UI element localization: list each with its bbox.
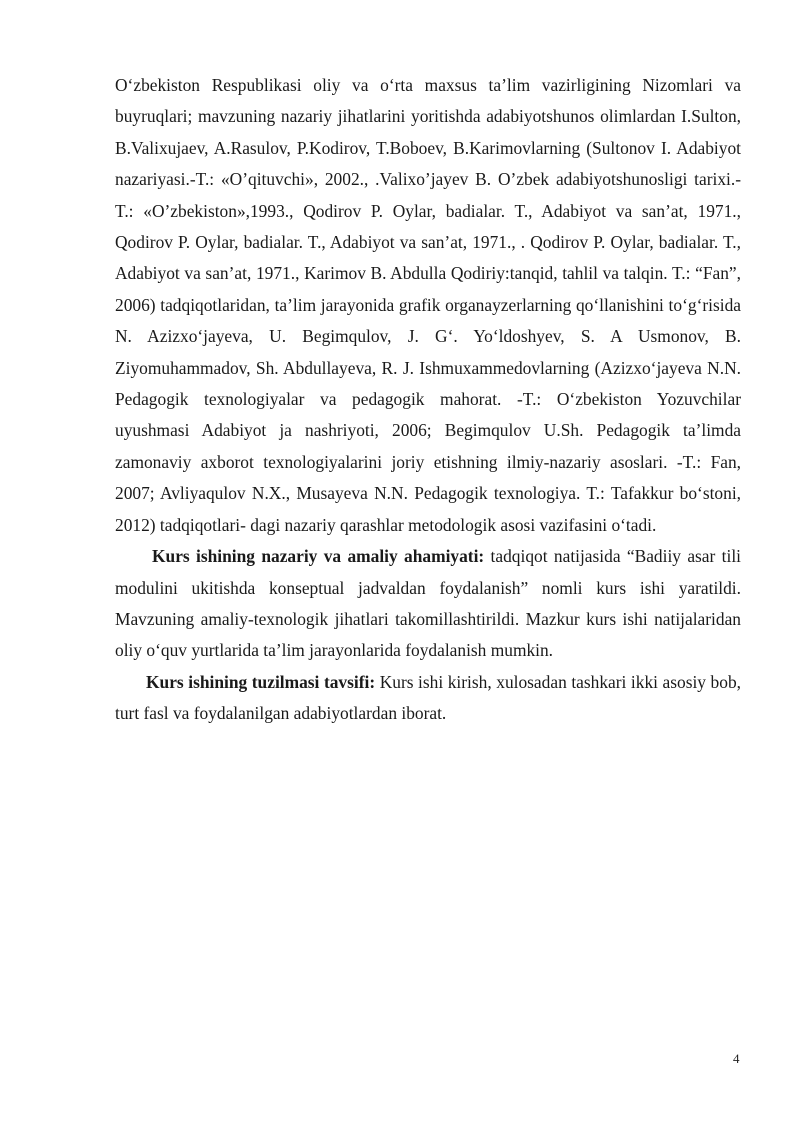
page-number: 4 <box>733 1051 740 1066</box>
significance-text: tadqiqot natijasida “Badiiy asar tili modulini ukitishda konseptual jadvaldan foydalanish” nomli kurs ishi yaratildi. Mavzuning amaliy-texnologik jihatlari takomillashtirildi. Mazkur kurs ishi natijalaridan oliy o‘quv yurtlarida ta’lim jarayonlarida foydalanish mumkin. <box>115 546 741 661</box>
structure-heading: Kurs ishining tuzilmasi tavsifi: <box>146 671 376 692</box>
structure-text: Kurs ishi kirish, xulosadan tashkari ikki asosiy bob, turt fasl va foydalanilgan adabiyotlardan iborat. <box>115 671 741 724</box>
significance-paragraph <box>115 541 741 667</box>
document-page <box>115 70 741 730</box>
intro-paragraph: O‘zbekiston Respublikasi oliy va o‘rta maxsus ta’lim vazirligining Nizomlari va buyruqlari; mavzuning nazariy jihatlarini yoritishda adabiyotshunos olimlardan I.Sulton, B.Valixujaev, A.Rasulov, P.Kodirov, T.Boboev, B.Karimovlarning (Sultonov I. Adabiyot nazariyasi.-T.: «O’qituvchi», 2002., .Valixo’jayev B. O’zbek adabiyotshunosligi tarixi.-T.: «O’zbekiston»,1993., Qodirov P. Oylar, badialar. T., Adabiyot va san’at, 1971., Qodirov P. Oylar, badialar. T., Adabiyot va san’at, 1971., . Qodirov P. Oylar, badialar. T., Adabiyot va san’at, 1971., Karimov B. Abdulla Qodiriy:tanqid, tahlil va talqin. T.: “Fan”, 2006) tadqiqotlaridan, ta’lim jarayonida grafik organayzerlarning qo‘llanishini to‘g‘risida N. Azizxo‘jayeva, U. Begimqulov, J. G‘. Yo‘ldoshyev, S. A Usmonov, B. Ziyomuhammadov, Sh. Abdullayeva, R. J. Ishmuxammedovlarning (Azizxo‘jayeva N.N. Pedagogik texnologiyalar va pedagogik mahorat. -T.: O‘zbekiston Yozuvchilar uyushmasi Adabiyot ja nashriyoti, 2006; Begimqulov U.Sh. Pedagogik ta’limda zamonaviy axborot texnologiyalarini joriy etishning ilmiy-nazariy asoslari. -T.: Fan, 2007; Avliyaqulov N.X., Musayeva N.N. Pedagogik texnologiya. T.: Tafakkur bo‘stoni, 2012) tadqiqotlari- dagi nazariy qarashlar metodologik asosi vazifasini o‘tadi. <box>115 75 741 535</box>
structure-paragraph <box>115 667 741 730</box>
significance-heading: Kurs ishining nazariy va amaliy ahamiyati: <box>152 546 485 567</box>
